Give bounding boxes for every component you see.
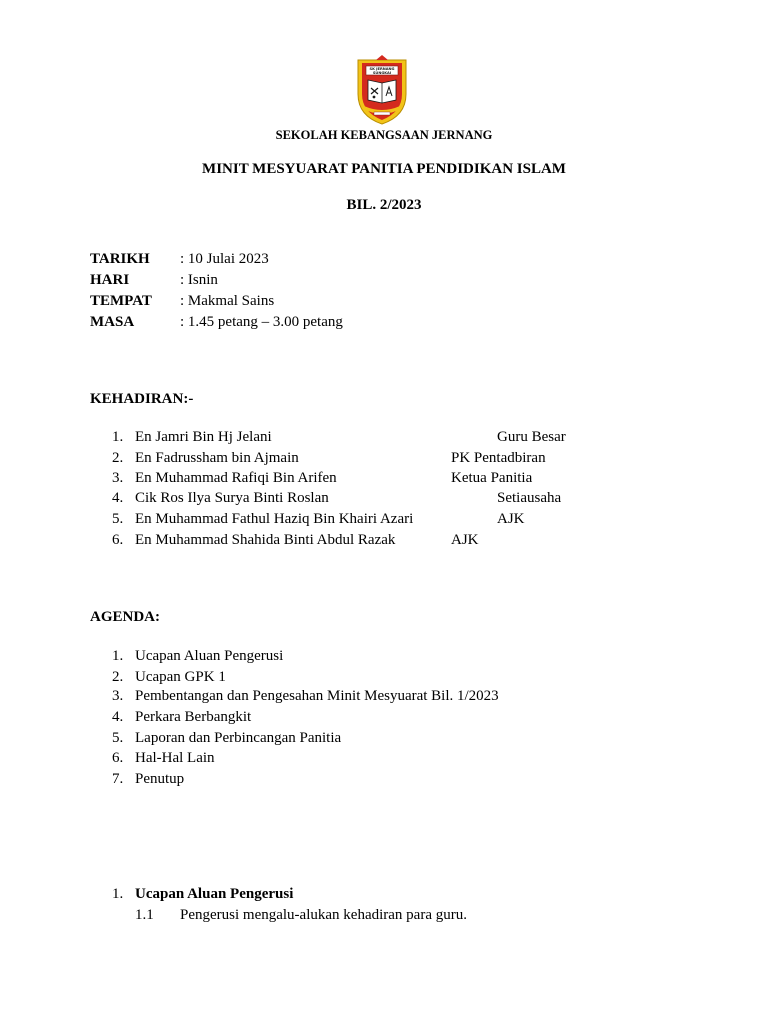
attendance-name: En Jamri Bin Hj Jelani <box>135 429 272 445</box>
agenda-item: Ucapan Aluan Pengerusi <box>135 648 284 664</box>
info-label-place: TEMPAT <box>90 293 152 309</box>
info-label-time: MASA <box>90 314 135 330</box>
minutes-subitem-text: Pengerusi mengalu-alukan kehadiran para guru. <box>180 907 467 923</box>
agenda-item: Pembentangan dan Pengesahan Minit Mesyuarat Bil. 1/2023 <box>135 688 499 704</box>
agenda-number: 1. <box>112 648 124 664</box>
attendance-name: En Muhammad Fathul Haziq Bin Khairi Azari <box>135 511 414 527</box>
agenda-number: 5. <box>112 730 124 746</box>
agenda-item: Laporan dan Perbincangan Panitia <box>135 730 342 746</box>
school-crest-logo <box>354 54 410 126</box>
agenda-heading: AGENDA: <box>90 609 160 625</box>
info-value-time: : 1.45 petang – 3.00 petang <box>180 314 343 330</box>
agenda-number: 2. <box>112 669 124 685</box>
document-number: BIL. 2/2023 <box>346 197 422 213</box>
minutes-section-number: 1. <box>112 886 124 902</box>
crest-text-line2: SUNGKAI <box>372 71 392 75</box>
crest-text-line1: SK JERNANG <box>369 67 395 71</box>
minutes-subitem-number: 1.1 <box>135 907 154 923</box>
agenda-item: Ucapan GPK 1 <box>135 669 226 685</box>
agenda-number: 4. <box>112 709 124 725</box>
attendance-role: AJK <box>451 532 479 548</box>
attendance-name: Cik Ros Ilya Surya Binti Roslan <box>135 490 329 506</box>
info-value-place: : Makmal Sains <box>180 293 275 309</box>
info-label-day: HARI <box>90 272 130 288</box>
minutes-section-title: Ucapan Aluan Pengerusi <box>135 886 294 902</box>
agenda-item: Perkara Berbangkit <box>135 709 252 725</box>
attendance-number: 1. <box>112 429 124 445</box>
info-value-day: : Isnin <box>180 272 218 288</box>
attendance-name: En Muhammad Rafiqi Bin Arifen <box>135 470 337 486</box>
agenda-number: 6. <box>112 750 124 766</box>
agenda-item: Penutup <box>135 771 185 787</box>
attendance-number: 4. <box>112 490 124 506</box>
attendance-role: AJK <box>497 511 525 527</box>
attendance-name: En Fadrussham bin Ajmain <box>135 450 299 466</box>
school-name: SEKOLAH KEBANGSAAN JERNANG <box>275 128 493 142</box>
attendance-role: Setiausaha <box>497 490 562 506</box>
document-title: MINIT MESYUARAT PANITIA PENDIDIKAN ISLAM <box>202 161 566 177</box>
attendance-number: 5. <box>112 511 124 527</box>
agenda-number: 3. <box>112 688 124 704</box>
attendance-role: Guru Besar <box>497 429 566 445</box>
attendance-role: Ketua Panitia <box>451 470 533 486</box>
attendance-number: 3. <box>112 470 124 486</box>
attendance-number: 6. <box>112 532 124 548</box>
info-value-date: : 10 Julai 2023 <box>180 251 269 267</box>
attendance-role: PK Pentadbiran <box>451 450 546 466</box>
agenda-number: 7. <box>112 771 124 787</box>
attendance-number: 2. <box>112 450 124 466</box>
info-label-date: TARIKH <box>90 251 150 267</box>
attendance-name: En Muhammad Shahida Binti Abdul Razak <box>135 532 396 548</box>
attendance-heading: KEHADIRAN:- <box>90 391 194 407</box>
agenda-item: Hal-Hal Lain <box>135 750 215 766</box>
